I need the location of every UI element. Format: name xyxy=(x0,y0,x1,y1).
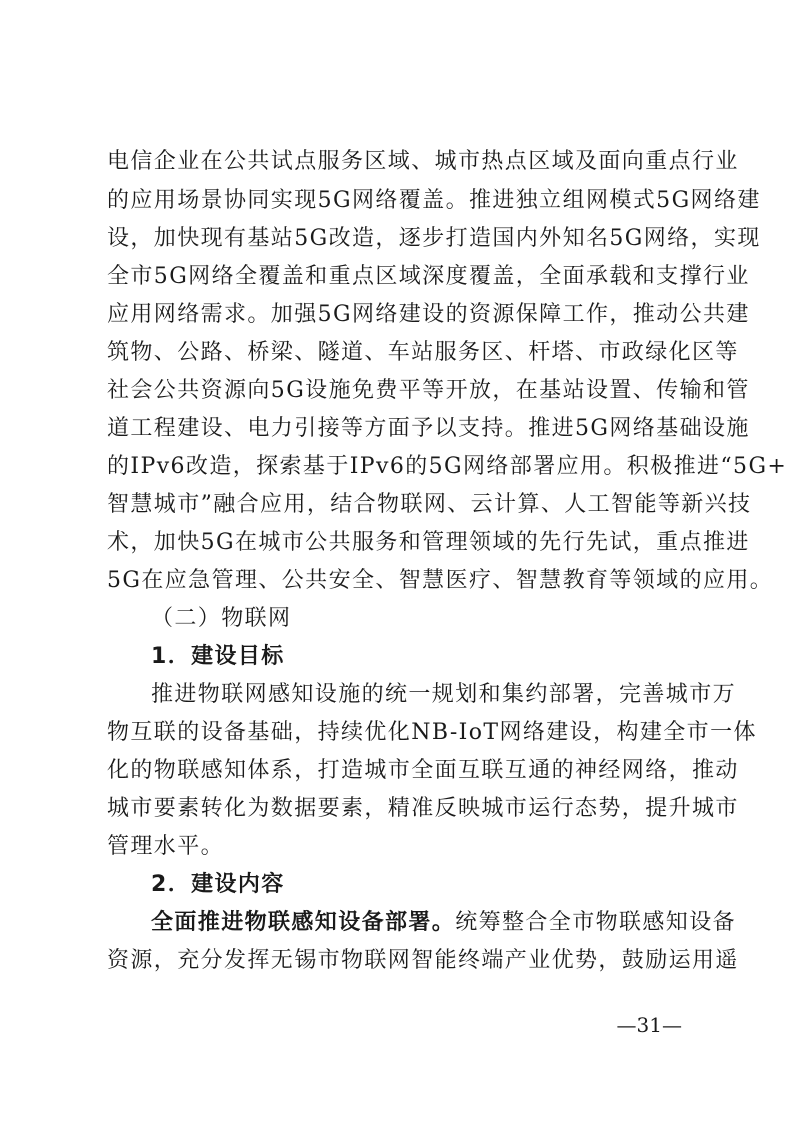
text-line: 5G在应急管理、公共安全、智慧医疗、智慧教育等领域的应用。 xyxy=(107,568,774,593)
text-line: 推进物联网感知设施的统一规划和集约部署，完善城市万 xyxy=(151,682,737,707)
text-line xyxy=(151,909,737,937)
subsection-heading-goals: 1．建设目标 xyxy=(151,644,285,669)
text-line: 智慧城市”融合应用，结合物联网、云计算、人工智能等新兴技 xyxy=(107,492,752,517)
text-line: 化的物联感知体系，打造城市全面互联互通的神经网络，推动 xyxy=(107,758,739,783)
page-number: —31— xyxy=(616,1013,682,1037)
text-line: 全市5G网络全覆盖和重点区域深度覆盖，全面承载和支撑行业 xyxy=(107,264,750,289)
text-line: 的IPv6改造，探索基于IPv6的5G网络部署应用。积极推进“5G+ xyxy=(107,454,788,479)
text-line: 设，加快现有基站5G改造，逐步打造国内外知名5G网络，实现 xyxy=(107,226,761,251)
text-line: 筑物、公路、桥梁、隧道、车站服务区、杆塔、市政绿化区等 xyxy=(107,340,739,365)
text-line: 资源，充分发挥无锡市物联网智能终端产业优势，鼓励运用遥 xyxy=(107,948,739,973)
section-heading: （二）物联网 xyxy=(151,606,292,631)
text-line: 的应用场景协同实现5G网络覆盖。推进独立组网模式5G网络建 xyxy=(107,188,761,213)
text-line: 城市要素转化为数据要素，精准反映城市运行态势，提升城市 xyxy=(107,796,739,821)
text-line: 管理水平。 xyxy=(107,834,225,859)
subsection-heading-content: 2．建设内容 xyxy=(151,872,285,897)
text-line: 社会公共资源向5G设施免费平等开放，在基站设置、传输和管 xyxy=(107,378,750,403)
text-line: 电信企业在公共试点服务区域、城市热点区域及面向重点行业 xyxy=(107,149,739,174)
text-line: 术，加快5G在城市公共服务和管理领域的先行先试，重点推进 xyxy=(107,530,750,555)
text-line: 物互联的设备基础，持续优化NB-IoT网络建设，构建全市一体 xyxy=(107,720,757,745)
text-line: 应用网络需求。加强5G网络建设的资源保障工作，推动公共建 xyxy=(107,302,750,327)
text-line: 道工程建设、电力引接等方面予以支持。推进5G网络基础设施 xyxy=(107,416,750,441)
bold-lead: 全面推进物联感知设备部署。 xyxy=(151,910,456,935)
text-run: 统筹整合全市物联感知设备 xyxy=(455,910,737,935)
